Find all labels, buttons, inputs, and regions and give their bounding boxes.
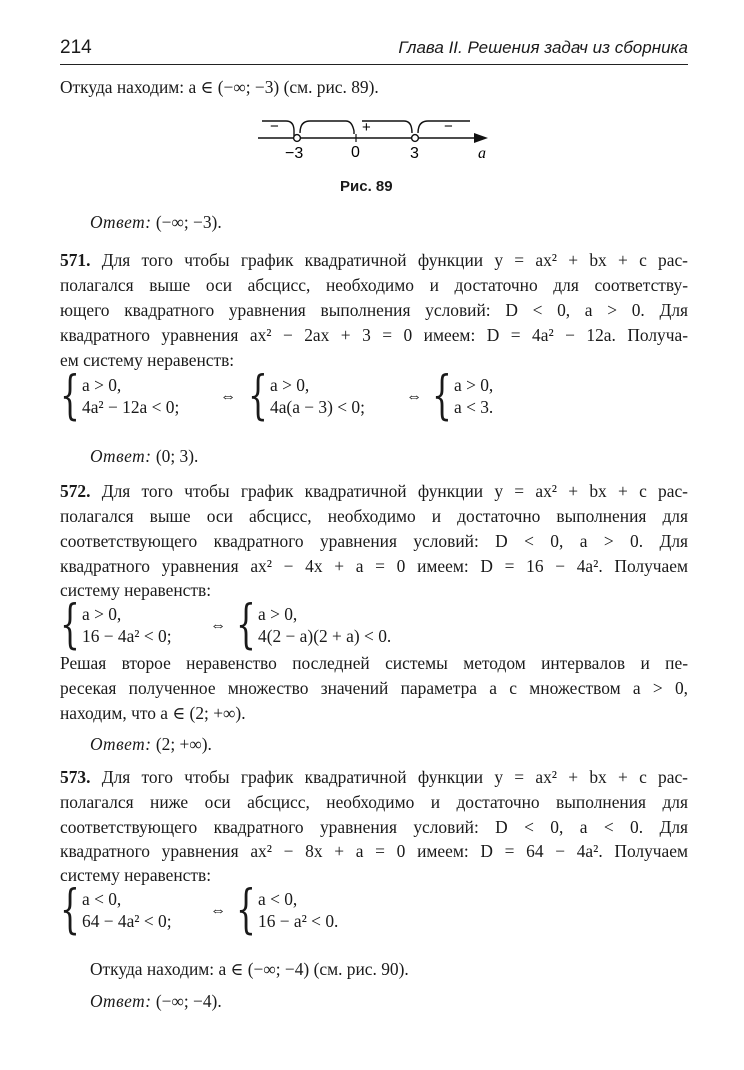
system-571-1: [82, 374, 179, 418]
answer-label: Ответ:: [90, 991, 152, 1011]
tick-label-3: 3: [410, 145, 419, 162]
problem-572-line-1: [60, 480, 688, 502]
problem-571-line-1: [60, 249, 688, 271]
left-brace: {: [236, 880, 256, 940]
system-row: a < 0,: [258, 889, 298, 909]
problem-571-line-3: ющего квадратного уравнения выполнения условий: D < 0, a > 0. Для: [60, 300, 688, 320]
answer-label: Ответ:: [90, 212, 152, 232]
system-row: 4a² − 12a < 0;: [82, 397, 180, 417]
problem-573-line-5: систему неравенств:: [60, 865, 212, 885]
system-row: 64 − 4a² < 0;: [82, 911, 172, 931]
system-row: a < 3.: [454, 397, 494, 417]
equivalence-icon: ⇔: [210, 617, 226, 634]
system-571-2: [270, 374, 365, 418]
system-571-3: [454, 374, 493, 418]
problem-number: 571.: [60, 250, 91, 270]
left-brace: {: [60, 880, 80, 940]
system-row: 16 − a² < 0.: [258, 911, 339, 931]
system-row: 16 − 4a² < 0;: [82, 626, 172, 646]
system-row: a > 0,: [258, 604, 298, 624]
answer-label: Ответ:: [90, 446, 152, 466]
system-573-2: [258, 888, 338, 932]
problem-571-line-5: ем систему неравенств:: [60, 350, 235, 370]
answer-572: [90, 734, 212, 755]
tick-label-0: 0: [351, 144, 360, 161]
answer-value: (2; +∞).: [155, 734, 212, 754]
equivalence-icon: ⇔: [406, 388, 422, 405]
system-572-1: [82, 603, 172, 647]
intro-result-line: Откуда находим: a ∈ (−∞; −3) (см. рис. 89).: [60, 77, 379, 97]
figure-89-caption: Рис. 89: [340, 178, 393, 195]
interval-bracket-middle: [300, 121, 412, 134]
problem-572-after-3: находим, что a ∈ (2; +∞).: [60, 703, 246, 723]
problem-572-after-1: Решая второе неравенство последней системы методом интервалов и пе-: [60, 653, 688, 673]
axis-label-a: a: [478, 145, 486, 162]
answer-label: Ответ:: [90, 734, 152, 754]
problem-571-line-4: квадратного уравнения ax² − 2ax + 3 = 0 имеем: D = 4a² − 12a. Получа-: [60, 325, 688, 345]
left-brace: {: [236, 595, 256, 655]
open-point-3: [412, 135, 419, 142]
text-line: Для того чтобы график квадратичной функции y = ax² + bx + c рас-: [101, 767, 688, 787]
system-573-1: [82, 888, 172, 932]
system-row: a > 0,: [270, 375, 310, 395]
text-line: Для того чтобы график квадратичной функции y = ax² + bx + c рас-: [101, 250, 688, 270]
system-row: a > 0,: [82, 375, 122, 395]
answer-value: (−∞; −4).: [155, 991, 222, 1011]
answer-573: [90, 991, 222, 1012]
problem-571-line-2: полагался выше оси абсцисс, необходимо и достаточно для соответству-: [60, 275, 688, 295]
problem-572-line-4: квадратного уравнения ax² − 4x + a = 0 имеем: D = 16 − 4a². Получаем: [60, 556, 688, 576]
system-row: 4(2 − a)(2 + a) < 0.: [258, 626, 392, 646]
problem-572-line-2: полагался выше оси абсцисс, необходимо и достаточно выполнения для: [60, 506, 688, 526]
answer-value: (0; 3).: [155, 446, 199, 466]
answer-value: (−∞; −3).: [155, 212, 222, 232]
tick-label-minus-3: −3: [285, 145, 304, 162]
system-row: a > 0,: [82, 604, 122, 624]
chapter-title: Глава II. Решения задач из сборника: [398, 38, 688, 57]
system-row: a > 0,: [454, 375, 494, 395]
equivalence-icon: ⇔: [210, 902, 226, 919]
problem-572-line-3: соответствующего квадратного уравнения условий: D < 0, a > 0. Для: [60, 531, 688, 551]
answer-570: [90, 212, 222, 233]
problem-572-after-2: ресекая полученное множество значений параметра a с множеством a > 0,: [60, 678, 688, 698]
problem-number: 572.: [60, 481, 91, 501]
problem-573-line-2: полагался ниже оси абсцисс, необходимо и достаточно выполнения для: [60, 792, 688, 812]
answer-571: [90, 446, 198, 467]
system-572-2: [258, 603, 391, 647]
sign-middle: +: [362, 119, 371, 136]
problem-573-line-1: [60, 766, 688, 788]
problem-573-line-4: квадратного уравнения ax² − 8x + a = 0 имеем: D = 64 − 4a². Получаем: [60, 841, 688, 861]
sign-right: −: [444, 118, 453, 135]
page-number: 214: [60, 37, 92, 58]
text-line: Для того чтобы график квадратичной функции y = ax² + bx + c рас-: [101, 481, 688, 501]
left-brace: {: [60, 595, 80, 655]
system-row: a < 0,: [82, 889, 122, 909]
problem-572-line-5: систему неравенств:: [60, 580, 212, 600]
problem-573-result-line: Откуда находим: a ∈ (−∞; −4) (см. рис. 90).: [90, 959, 409, 979]
axis-arrow-icon: [474, 133, 488, 143]
equivalence-icon: ⇔: [220, 388, 236, 405]
left-brace: {: [432, 366, 452, 426]
left-brace: {: [248, 366, 268, 426]
open-point-minus-3: [294, 135, 301, 142]
sign-left: −: [270, 118, 279, 135]
problem-573-line-3: соответствующего квадратного уравнения условий: D < 0, a < 0. Для: [60, 817, 688, 837]
system-row: 4a(a − 3) < 0;: [270, 397, 365, 417]
left-brace: {: [60, 366, 80, 426]
problem-number: 573.: [60, 767, 91, 787]
